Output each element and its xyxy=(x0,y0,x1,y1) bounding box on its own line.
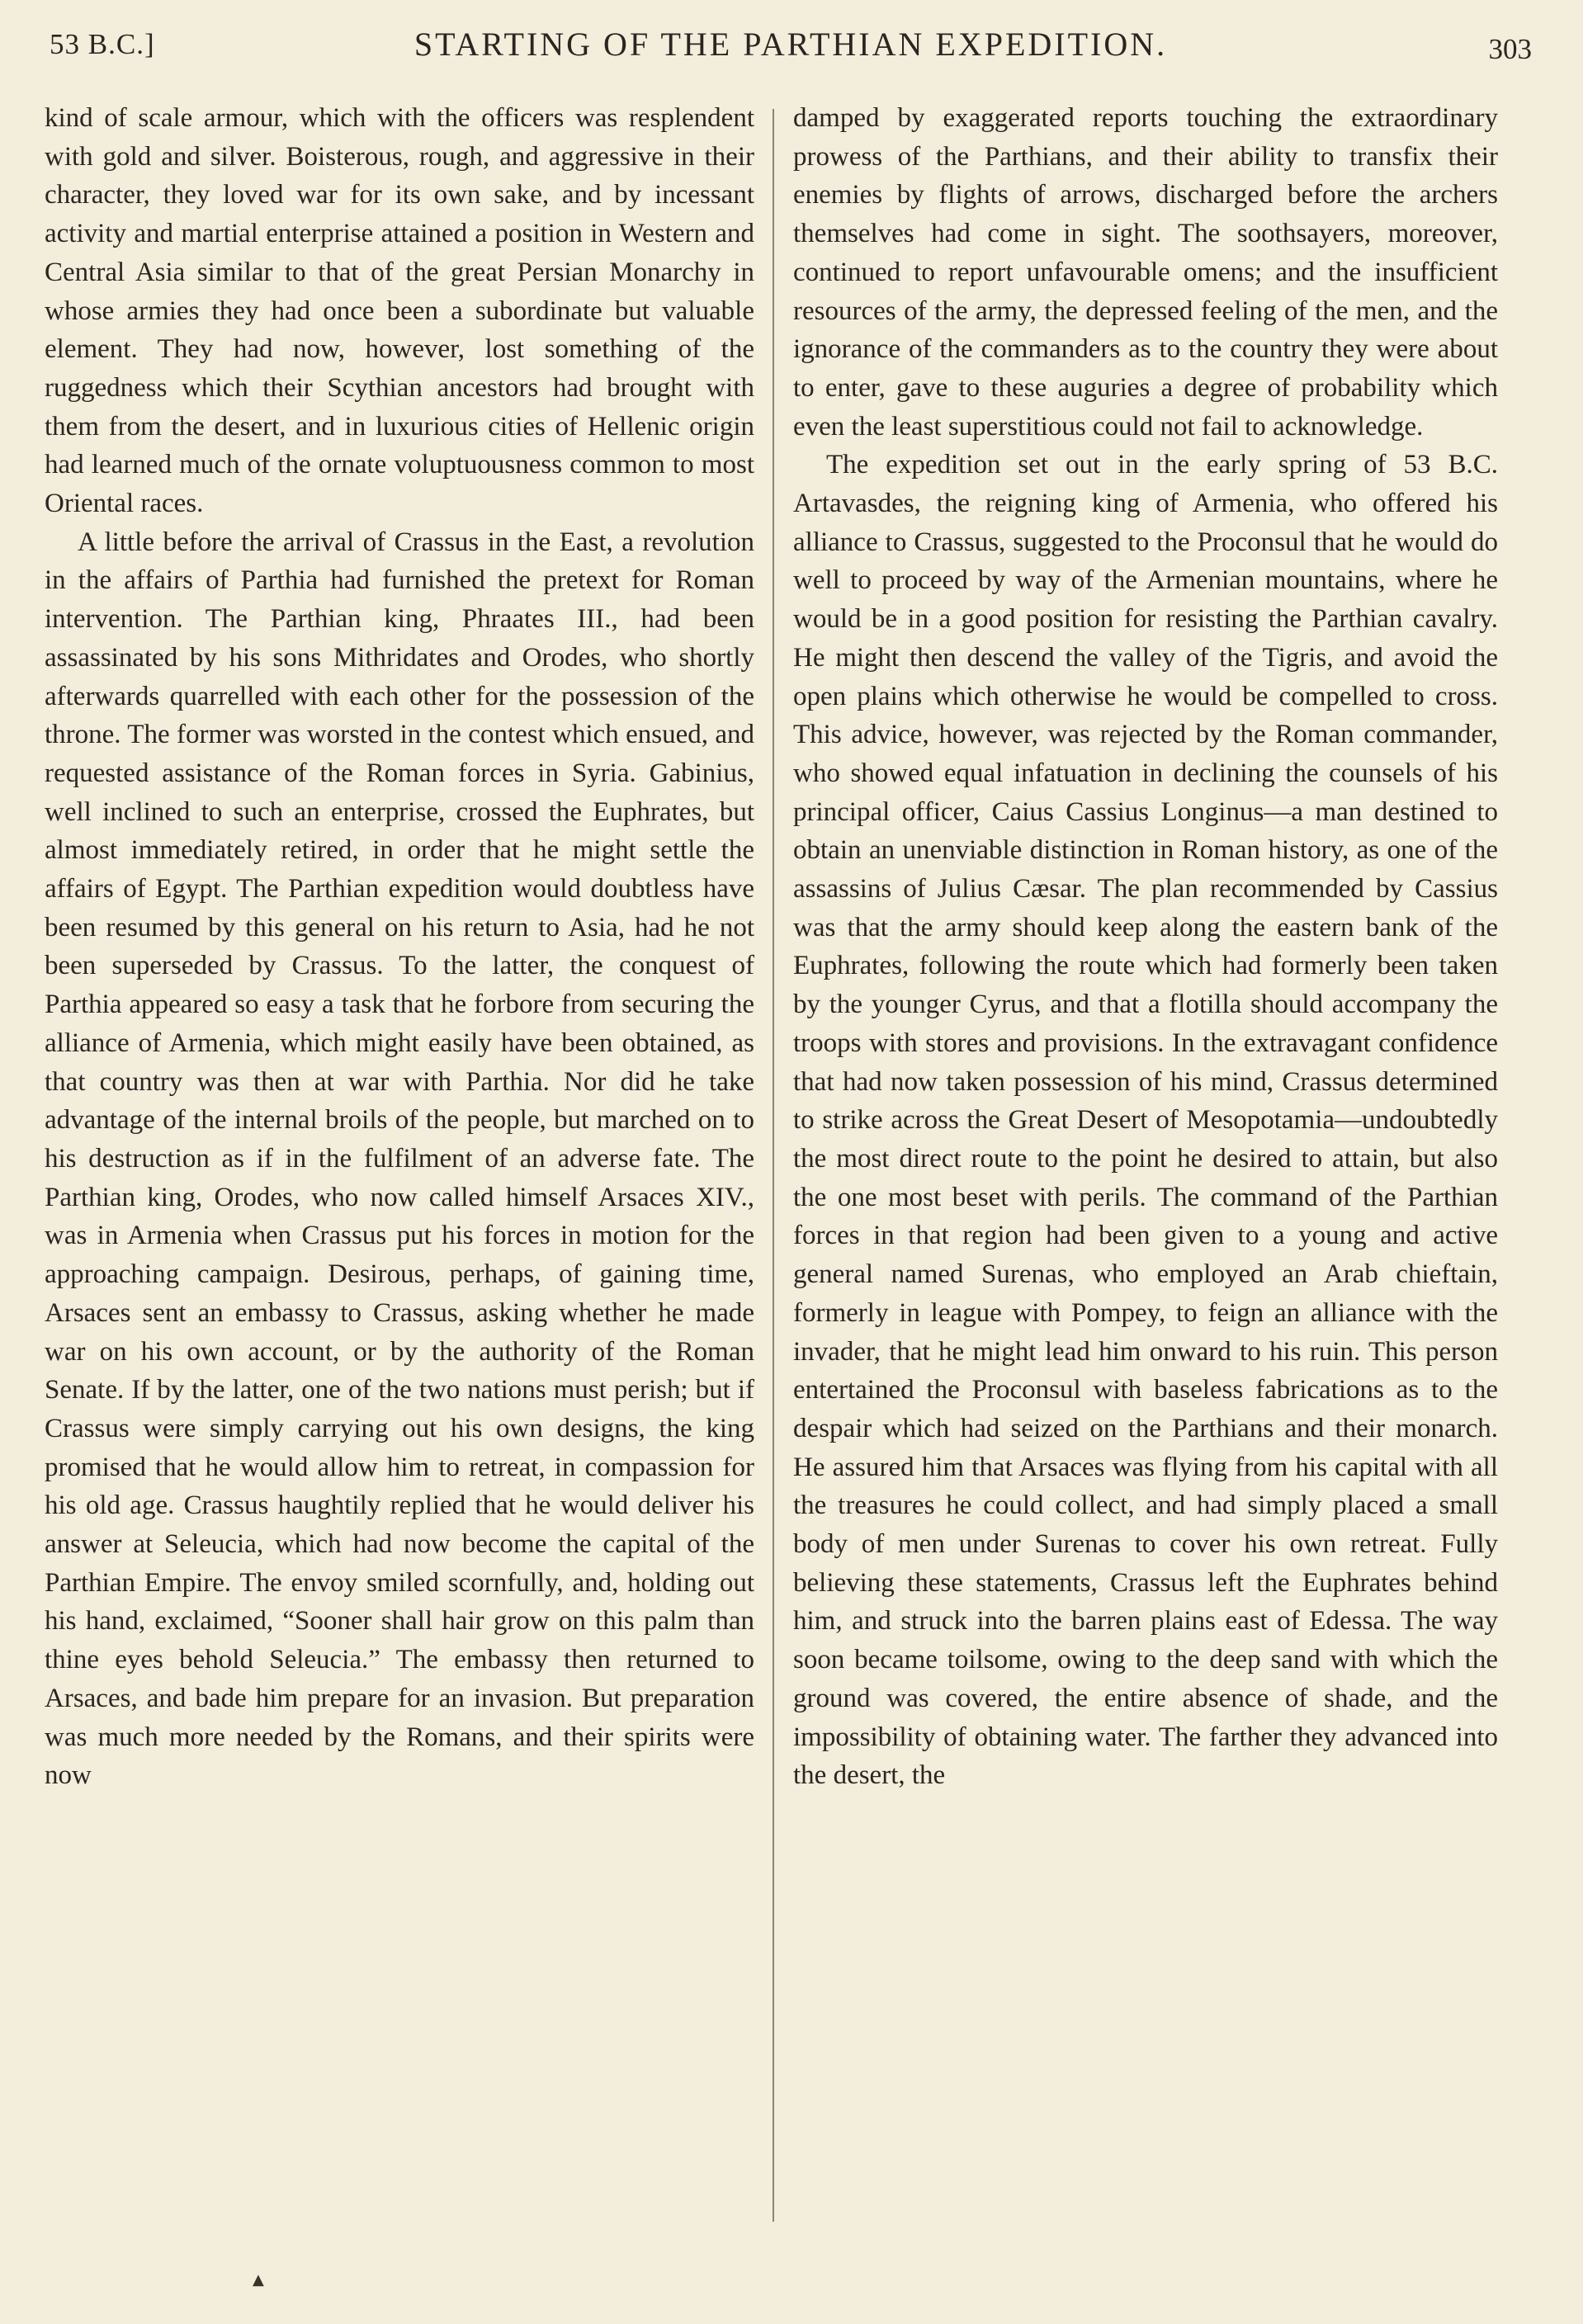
paragraph: The expedition set out in the early spring of 53 B.C. Artavasdes, the reigning king of Armenia, who offered his alliance to Crassus, suggested to the Proconsul that he would do well to proceed by way of the Armenian mountains, where he would be in a good position for resisting the Parthian cavalry. He might then descend the valley of the Tigris, and avoid the open plains which otherwise he would be compelled to cross. This advice, however, was rejected by the Roman commander, who showed equal infatuation in declining the counsels of his principal officer, Caius Cassius Longinus—a man destined to obtain an unenviable distinction in Roman history, as one of the assassins of Julius Cæsar. The plan recommended by Cassius was that the army should keep along the eastern bank of the Euphrates, following the route which had formerly been taken by the younger Cyrus, and that a flotilla should accompany the troops with stores and provisions. In the extravagant confidence that had now taken possession of his mind, Crassus determined to strike across the Great Desert of Mesopotamia—undoubtedly the most direct route to the point he desired to attain, but also the one most beset with perils. The command of the Parthian forces in that region had been given to a young and active general named Surenas, who employed an Arab chieftain, formerly in league with Pompey, to feign an alliance with the invader, that he might lead him onward to his ruin. This person entertained the Proconsul with baseless fabrications as to the despair which had seized on the Parthians and their monarch. He assured him that Arsaces was flying from his capital with all the treasures he could collect, and had simply placed a small body of men under Surenas to cover his own retreat. Fully believing these statements, Crassus left the Euphrates behind him, and struck into the barren plains east of Edessa. The way soon became toilsome, owing to the deep sand with which the ground was covered, the entire absence of shade, and the impossibility of obtaining water. The farther they advanced into the desert, the xyxy=(793,450,1498,1791)
header-title: STARTING OF THE PARTHIAN EXPEDITION. xyxy=(413,26,1168,63)
running-header xyxy=(50,25,1532,74)
paragraph: damped by exaggerated reports touching the extraordinary prowess of the Parthians, and their ability to transfix their enemies by flights of arrows, discharged before the archers themselves had come in sight. The soothsayers, moreover, continued to report unfavourable omens; and the insufficient resources of the army, the depressed feeling of the men, and the ignorance of the commanders as to the country they were about to enter, gave to these auguries a degree of probability which even the least superstitious could not fail to acknowledge. xyxy=(793,103,1498,442)
header-date: 53 B.C.] xyxy=(50,28,155,60)
page-number: 303 xyxy=(1488,33,1532,65)
paragraph: kind of scale armour, which with the officers was resplendent with gold and silver. Boisterous, rough, and aggressive in their character, they loved war for its own sake, and by incessant activity and martial enterprise attained a position in Western and Central Asia similar to that of the great Persian Monarchy in whose armies they had once been a subordinate but valuable element. They had now, however, lost something of the ruggedness which their Scythian ancestors had brought with them from the desert, and in luxurious cities of Hellenic origin had learned much of the ornate voluptuousness common to most Oriental races. xyxy=(45,103,754,519)
left-column xyxy=(45,99,754,1795)
paragraph: A little before the arrival of Crassus in the East, a revolution in the affairs of Parthia had furnished the pretext for Roman intervention. The Parthian king, Phraates III., had been assassinated by his sons Mithridates and Orodes, who shortly afterwards quarrelled with each other for the possession of the throne. The former was worsted in the contest which ensued, and requested assistance of the Roman forces in Syria. Gabinius, well inclined to such an enterprise, crossed the Euphrates, but almost immediately retired, in order that he might settle the affairs of Egypt. The Parthian expedition would doubtless have been resumed by this general on his return to Asia, had he not been superseded by Crassus. To the latter, the conquest of Parthia appeared so easy a task that he forbore from securing the alliance of Armenia, which might easily have been obtained, as that country was then at war with Parthia. Nor did he take advantage of the internal broils of the people, but marched on to his destruction as if in the fulfilment of an adverse fate. The Parthian king, Orodes, who now called himself Arsaces XIV., was in Armenia when Crassus put his forces in motion for the approaching campaign. Desirous, perhaps, of gaining time, Arsaces sent an embassy to Crassus, asking whether he made war on his own account, or by the authority of the Roman Senate. If by the latter, one of the two nations must perish; but if Crassus were simply carrying out his own designs, the king promised that he would allow him to retreat, in compassion for his old age. Crassus haughtily replied that he would deliver his answer at Seleucia, which had now become the capital of the Parthian Empire. The envoy smiled scornfully, and, holding out his hand, exclaimed, “Sooner shall hair grow on this palm than thine eyes behold Seleucia.” The embassy then returned to Arsaces, and bade him prepare for an invasion. But preparation was much more needed by the Romans, and their spirits were now xyxy=(45,527,754,1791)
column-divider xyxy=(773,109,774,2222)
right-column xyxy=(793,99,1498,1795)
printer-mark: ▲ xyxy=(253,2271,264,2289)
